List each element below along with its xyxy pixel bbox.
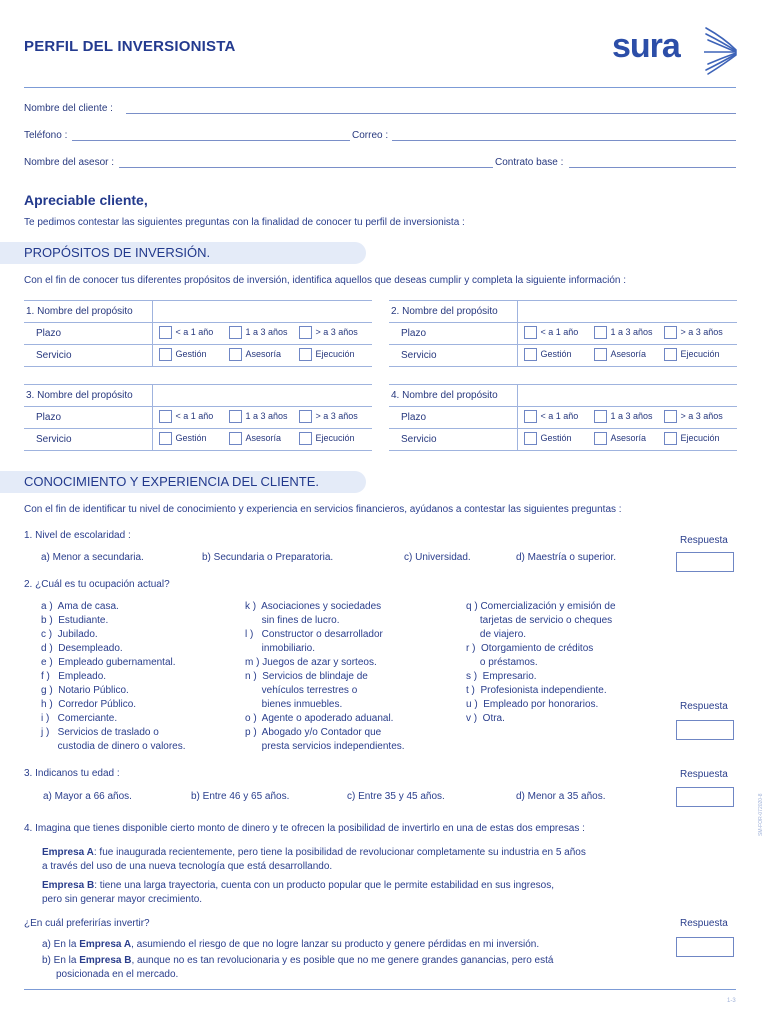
plazo-options (152, 323, 372, 345)
q1-option-b: b) Secundaria o Preparatoria. (202, 552, 334, 563)
plazo-option[interactable] (594, 410, 664, 423)
plazo-option[interactable] (299, 326, 369, 339)
plazo-options (152, 407, 372, 429)
purpose-name-field[interactable] (517, 301, 737, 323)
checkbox[interactable] (229, 326, 242, 339)
servicio-option[interactable] (594, 348, 664, 361)
plazo-option[interactable] (229, 326, 299, 339)
q4-text: 4. Imagina que tienes disponible cierto monto de dinero y te ofrecen la posibilidad de invertirlo en una de estas dos empresas : (24, 823, 585, 834)
checkbox[interactable] (524, 432, 537, 445)
plazo-option[interactable] (299, 410, 369, 423)
servicio-option[interactable] (594, 432, 664, 445)
company-a-label: Empresa A (42, 847, 94, 858)
q3-answer-box[interactable] (676, 787, 734, 807)
sura-logo (612, 26, 738, 76)
plazo-option[interactable] (159, 410, 229, 423)
plazo-option-label: < a 1 año (540, 411, 579, 421)
plazo-label: Plazo (24, 323, 152, 345)
purpose-table-1 (24, 300, 372, 367)
opt-b-bold: Empresa B (79, 955, 132, 966)
servicio-option[interactable] (299, 432, 369, 445)
company-a-desc: : fue inaugurada recientemente, pero tiene la posibilidad de revolucionar completamente su industria en 5 años (93, 847, 586, 858)
servicio-option[interactable] (159, 348, 229, 361)
plazo-option[interactable] (524, 326, 594, 339)
q3-option-c: c) Entre 35 y 45 años. (347, 791, 445, 802)
q2-answer-label: Respuesta (680, 701, 728, 712)
q4-option-b-line2: posicionada en el mercado. (56, 969, 179, 980)
q2-occupation-item: q ) Comercialización y emisión de (466, 601, 616, 612)
plazo-option-label: 1 a 3 años (610, 411, 653, 421)
q1-option-c: c) Universidad. (404, 552, 471, 563)
section-purposes-title: PROPÓSITOS DE INVERSIÓN. (24, 245, 211, 260)
q2-occupation-item: b ) Estudiante. (41, 615, 109, 626)
servicio-options (517, 345, 737, 367)
q2-occupation-item: sin fines de lucro. (245, 615, 340, 626)
servicio-option-label: Ejecución (680, 349, 720, 359)
q1-option-a: a) Menor a secundaria. (41, 552, 144, 563)
servicio-option-label: Gestión (175, 349, 207, 359)
checkbox[interactable] (299, 348, 312, 361)
sura-wing-icon (704, 26, 738, 76)
servicio-option-label: Gestión (540, 433, 572, 443)
plazo-option[interactable] (159, 326, 229, 339)
q4-option-b (42, 955, 553, 966)
plazo-option-label: 1 a 3 años (610, 327, 653, 337)
q2-occupation-item: p ) Abogado y/o Contador que (245, 727, 382, 738)
q2-occupation-item: j ) Servicios de traslado o (41, 727, 159, 738)
q1-text: 1. Nivel de escolaridad : (24, 530, 131, 541)
servicio-label: Servicio (24, 345, 152, 367)
q2-occupation-item: v ) Otra. (466, 713, 505, 724)
checkbox[interactable] (594, 348, 607, 361)
advisor-field[interactable] (119, 167, 493, 168)
servicio-option[interactable] (524, 432, 594, 445)
q2-occupation-item: g ) Notario Público. (41, 685, 129, 696)
servicio-option-label: Gestión (175, 433, 207, 443)
plazo-option-label: > a 3 años (315, 411, 358, 421)
q4-answer-box[interactable] (676, 937, 734, 957)
q3-answer-label: Respuesta (680, 769, 728, 780)
checkbox[interactable] (524, 348, 537, 361)
checkbox[interactable] (594, 326, 607, 339)
q2-occupation-item: de viajero. (466, 629, 527, 640)
contract-field[interactable] (569, 167, 736, 168)
q1-answer-box[interactable] (676, 552, 734, 572)
purpose-name-label: 3. Nombre del propósito (24, 385, 152, 407)
q2-text: 2. ¿Cuál es tu ocupación actual? (24, 579, 170, 590)
plazo-options (517, 407, 737, 429)
checkbox[interactable] (159, 348, 172, 361)
section-knowledge-bar (0, 471, 366, 493)
q2-occupation-item: f ) Empleado. (41, 671, 107, 682)
q3-text: 3. Indicanos tu edad : (24, 768, 120, 779)
logo-text: sura (612, 27, 680, 65)
advisor-label: Nombre del asesor : (24, 157, 115, 168)
plazo-option-label: > a 3 años (315, 327, 358, 337)
servicio-option[interactable] (299, 348, 369, 361)
servicio-options (152, 345, 372, 367)
servicio-option-label: Ejecución (315, 349, 355, 359)
phone-field[interactable] (72, 140, 350, 141)
company-b-desc: : tiene una larga trayectoria, cuenta con un producto popular que le permite estabilidad en sus ingresos, (94, 880, 554, 891)
opt-b-pre: b) En la (42, 955, 80, 966)
servicio-option[interactable] (524, 348, 594, 361)
salutation: Apreciable cliente, (24, 192, 148, 208)
purpose-name-label: 1. Nombre del propósito (24, 301, 152, 323)
checkbox[interactable] (664, 432, 677, 445)
checkbox[interactable] (229, 348, 242, 361)
opt-b-post: , aunque no es tan revolucionaria y es posible que no me genere grandes ganancias, pero está (131, 955, 554, 966)
purpose-name-field[interactable] (517, 385, 737, 407)
checkbox[interactable] (524, 326, 537, 339)
q2-occupation-item: bienes inmuebles. (245, 699, 343, 710)
q3-option-a: a) Mayor a 66 años. (43, 791, 132, 802)
checkbox[interactable] (664, 348, 677, 361)
checkbox[interactable] (594, 410, 607, 423)
q2-occupation-item: tarjetas de servicio o cheques (466, 615, 613, 626)
intro-text: Te pedimos contestar las siguientes preguntas con la finalidad de conocer tu perfil de inversionista : (24, 217, 465, 228)
purpose-table-2 (389, 300, 737, 367)
q2-occupation-item: o ) Agente o apoderado aduanal. (245, 713, 394, 724)
plazo-option[interactable] (524, 410, 594, 423)
checkbox[interactable] (594, 432, 607, 445)
page-number: 1-3 (727, 998, 736, 1004)
plazo-option-label: 1 a 3 años (245, 411, 288, 421)
client-name-field[interactable] (126, 113, 736, 114)
q2-occupation-item: l ) Constructor o desarrollador (245, 629, 383, 640)
plazo-label: Plazo (24, 407, 152, 429)
plazo-option-label: < a 1 año (175, 327, 214, 337)
checkbox[interactable] (299, 410, 312, 423)
plazo-option[interactable] (594, 326, 664, 339)
checkbox[interactable] (229, 432, 242, 445)
purpose-name-label: 4. Nombre del propósito (389, 385, 517, 407)
q2-occupation-item: e ) Empleado gubernamental. (41, 657, 176, 668)
contract-label: Contrato base : (495, 157, 564, 168)
q2-occupation-item: r ) Otorgamiento de créditos (466, 643, 594, 654)
checkbox[interactable] (524, 410, 537, 423)
plazo-option[interactable] (229, 410, 299, 423)
servicio-options (152, 429, 372, 451)
servicio-option-label: Asesoría (245, 349, 282, 359)
q2-occupation-item: a ) Ama de casa. (41, 601, 119, 612)
q2-occupation-item: u ) Empleado por honorarios. (466, 699, 599, 710)
plazo-option-label: < a 1 año (540, 327, 579, 337)
footer-divider (24, 989, 736, 990)
opt-a-pre: a) En la (42, 939, 80, 950)
purpose-table-4 (389, 384, 737, 451)
servicio-option[interactable] (159, 432, 229, 445)
checkbox[interactable] (664, 326, 677, 339)
purpose-name-field[interactable] (152, 385, 372, 407)
phone-label: Teléfono : (24, 130, 68, 141)
checkbox[interactable] (229, 410, 242, 423)
q3-option-b: b) Entre 46 y 65 años. (191, 791, 290, 802)
purpose-name-field[interactable] (152, 301, 372, 323)
section-knowledge-title: CONOCIMIENTO Y EXPERIENCIA DEL CLIENTE. (24, 474, 319, 489)
plazo-label: Plazo (389, 323, 517, 345)
servicio-option[interactable] (664, 348, 734, 361)
servicio-options (517, 429, 737, 451)
q1-answer-label: Respuesta (680, 535, 728, 546)
company-a-desc-2: a través del uso de una nueva tecnología que está desarrollando. (42, 861, 333, 872)
q2-occupation-item: o préstamos. (466, 657, 538, 668)
servicio-option-label: Ejecución (315, 433, 355, 443)
servicio-option[interactable] (229, 432, 299, 445)
email-label: Correo : (352, 130, 389, 141)
servicio-label: Servicio (24, 429, 152, 451)
q2-occupation-item: inmobiliario. (245, 643, 316, 654)
servicio-option-label: Asesoría (610, 349, 647, 359)
plazo-label: Plazo (389, 407, 517, 429)
q2-occupation-item: t ) Profesionista independiente. (466, 685, 607, 696)
q1-option-d: d) Maestría o superior. (516, 552, 617, 563)
q2-occupation-item: k ) Asociaciones y sociedades (245, 601, 382, 612)
servicio-label: Servicio (389, 345, 517, 367)
purpose-name-label: 2. Nombre del propósito (389, 301, 517, 323)
q4-company-b (42, 880, 554, 891)
company-b-desc-2: pero sin generar mayor crecimiento. (42, 894, 203, 905)
q4-company-a (42, 847, 586, 858)
purposes-text: Con el fin de conocer tus diferentes propósitos de inversión, identifica aquellos que deseas cumplir y completa la siguiente información : (24, 275, 627, 286)
opt-a-post: , asumiendo el riesgo de que no logre lanzar su producto y genere pérdidas en mi inversión. (131, 939, 540, 950)
plazo-option[interactable] (664, 410, 734, 423)
q2-occupation-item: d ) Desempleado. (41, 643, 123, 654)
q2-occupation-item: i ) Comerciante. (41, 713, 118, 724)
form-code: SM-FOR-072020-8 (758, 793, 764, 836)
q2-occupation-item: vehículos terrestres o (245, 685, 358, 696)
checkbox[interactable] (159, 410, 172, 423)
q2-answer-box[interactable] (676, 720, 734, 740)
checkbox[interactable] (299, 326, 312, 339)
q3-option-d: d) Menor a 35 años. (516, 791, 606, 802)
q2-occupation-item: m ) Juegos de azar y sorteos. (245, 657, 377, 668)
servicio-option[interactable] (664, 432, 734, 445)
servicio-option[interactable] (229, 348, 299, 361)
header-divider (24, 87, 736, 88)
opt-a-bold: Empresa A (79, 939, 132, 950)
q2-occupation-item: custodia de dinero o valores. (41, 741, 186, 752)
section-purposes-bar (0, 242, 366, 264)
checkbox[interactable] (299, 432, 312, 445)
servicio-option-label: Asesoría (245, 433, 282, 443)
page-title: PERFIL DEL INVERSIONISTA (24, 38, 236, 55)
plazo-option-label: > a 3 años (680, 411, 723, 421)
q4-preference: ¿En cuál preferirías invertir? (24, 918, 150, 929)
servicio-option-label: Gestión (540, 349, 572, 359)
knowledge-text: Con el fin de identificar tu nivel de conocimiento y experiencia en servicios financieros, ayúdanos a contestar las siguientes preguntas : (24, 504, 622, 515)
q2-occupation-item: h ) Corredor Público. (41, 699, 137, 710)
purpose-table-3 (24, 384, 372, 451)
q2-occupation-item: n ) Servicios de blindaje de (245, 671, 368, 682)
checkbox[interactable] (159, 326, 172, 339)
email-field[interactable] (392, 140, 736, 141)
q4-option-a (42, 939, 539, 950)
q2-occupation-item: s ) Empresario. (466, 671, 537, 682)
checkbox[interactable] (664, 410, 677, 423)
servicio-option-label: Ejecución (680, 433, 720, 443)
checkbox[interactable] (159, 432, 172, 445)
plazo-option-label: 1 a 3 años (245, 327, 288, 337)
plazo-option[interactable] (664, 326, 734, 339)
client-name-label: Nombre del cliente : (24, 103, 113, 114)
q2-occupation-item: c ) Jubilado. (41, 629, 98, 640)
servicio-option-label: Asesoría (610, 433, 647, 443)
q4-answer-label: Respuesta (680, 918, 728, 929)
company-b-label: Empresa B (42, 880, 95, 891)
q2-occupation-item: presta servicios independientes. (245, 741, 405, 752)
servicio-label: Servicio (389, 429, 517, 451)
plazo-option-label: < a 1 año (175, 411, 214, 421)
plazo-option-label: > a 3 años (680, 327, 723, 337)
plazo-options (517, 323, 737, 345)
